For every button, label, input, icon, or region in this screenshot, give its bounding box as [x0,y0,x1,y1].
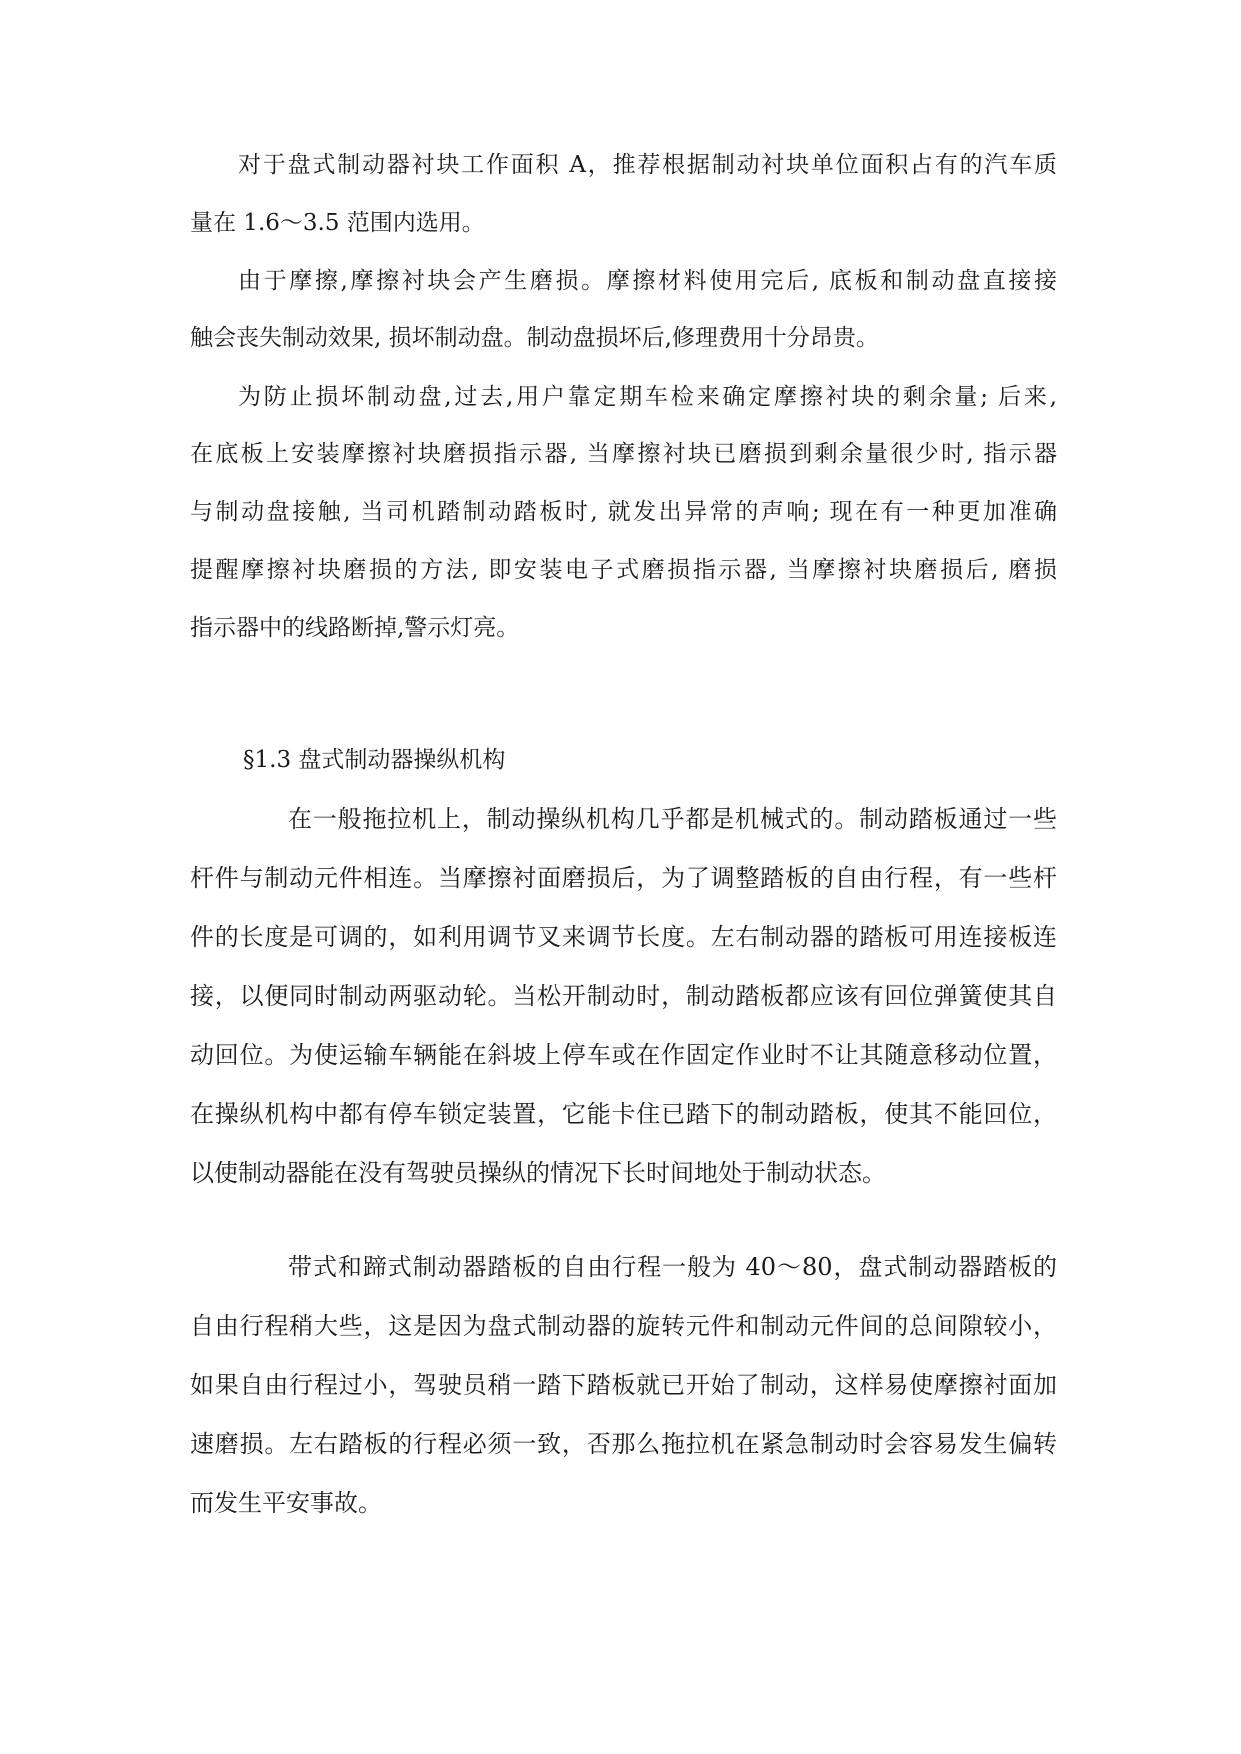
text-line: 杆件与制动元件相连。当摩擦衬面磨损后，为了调整踏板的自由行程，有一些杆 [190,864,1057,892]
text-line: 以使制动器能在没有驾驶员操纵的情况下长时间地处于制动状态。 [190,1159,886,1187]
text-line: 带式和蹄式制动器踏板的自由行程一般为 40～80，盘式制动器踏板的 [288,1253,1057,1281]
text-line: 接，以便同时制动两驱动轮。当松开制动时，制动踏板都应该有回位弹簧使其自 [190,982,1057,1010]
text-line: 由于摩擦,摩擦衬块会产生磨损。摩擦材料使用完后, 底板和制动盘直接接 [238,268,1057,294]
text-line: 与制动盘接触, 当司机踏制动踏板时, 就发出异常的声响; 现在有一种更加准确 [190,499,1057,525]
text-line: 在操纵机构中都有停车锁定装置，它能卡住已踏下的制动踏板，使其不能回位， [190,1100,1057,1128]
text-line: 为防止损坏制动盘,过去,用户靠定期车检来确定摩擦衬块的剩余量; 后来, [238,384,1057,410]
text-line: 动回位。为使运输车辆能在斜坡上停车或在作固定作业时不让其随意移动位置， [190,1041,1057,1069]
text-line: 在一般拖拉机上，制动操纵机构几乎都是机械式的。制动踏板通过一些 [288,805,1057,833]
text-line: 件的长度是可调的，如利用调节叉来调节长度。左右制动器的踏板可用连接板连 [190,923,1057,951]
text-line: 量在 1.6～3.5 范围内选用。 [190,210,485,236]
text-line: 对于盘式制动器衬块工作面积 A，推荐根据制动衬块单位面积占有的汽车质 [238,152,1057,178]
text-line: 而发生平安事故。 [190,1489,382,1517]
section-heading: §1.3 盘式制动器操纵机构 [243,747,506,773]
text-line: 自由行程稍大些，这是因为盘式制动器的旋转元件和制动元件间的总间隙较小， [190,1312,1057,1340]
text-line: 如果自由行程过小，驾驶员稍一踏下踏板就已开始了制动，这样易使摩擦衬面加 [190,1371,1057,1399]
text-line: 提醒摩擦衬块磨损的方法, 即安装电子式磨损指示器, 当摩擦衬块磨损后, 磨损 [190,557,1057,583]
text-line: 速磨损。左右踏板的行程必须一致，否那么拖拉机在紧急制动时会容易发生偏转 [190,1430,1057,1458]
text-line: 在底板上安装摩擦衬块磨损指示器, 当摩擦衬块已磨损到剩余量很少时, 指示器 [190,441,1057,467]
text-line: 触会丧失制动效果, 损坏制动盘。制动盘损坏后,修理费用十分昂贵。 [190,325,879,351]
text-line: 指示器中的线路断掉,警示灯亮。 [190,615,520,641]
